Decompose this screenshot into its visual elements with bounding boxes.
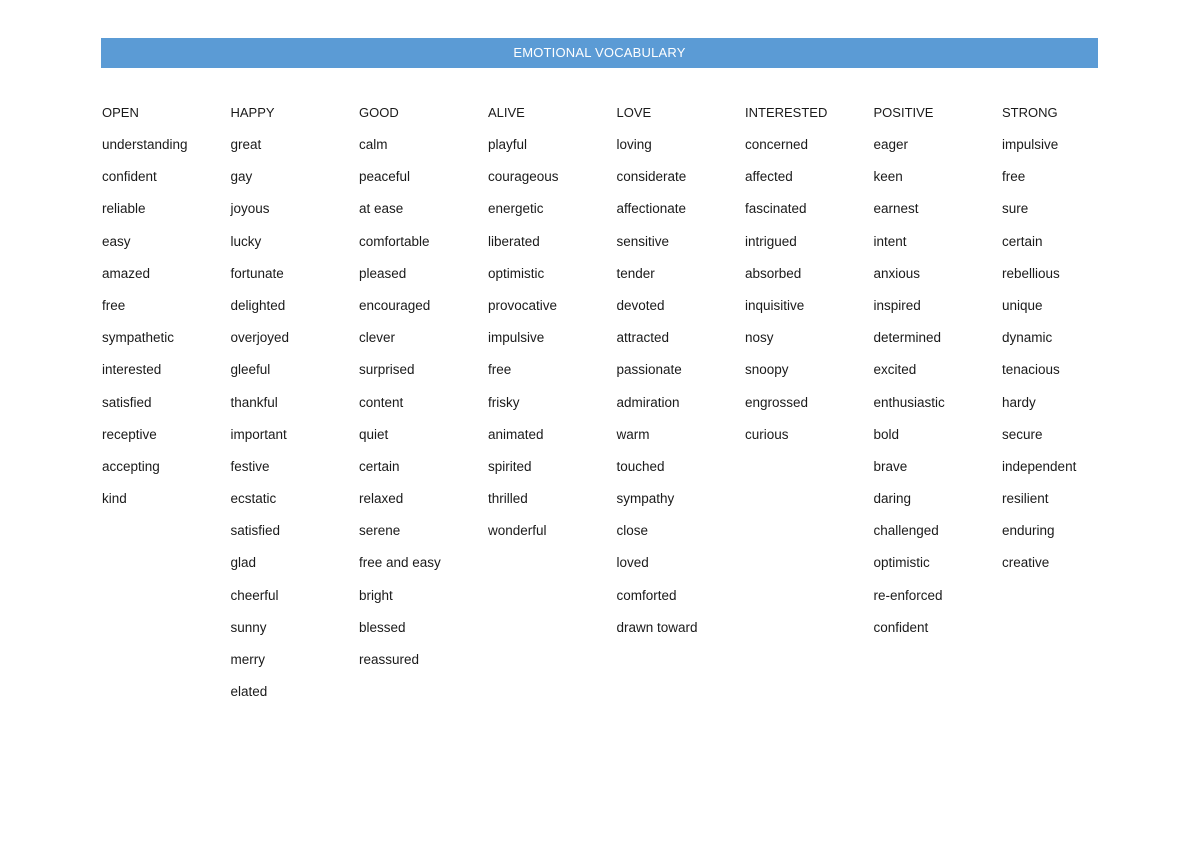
word-list xyxy=(231,133,359,712)
word-item: energetic xyxy=(488,201,544,217)
word-item: delighted xyxy=(230,297,286,313)
word-item: intent xyxy=(873,233,907,249)
word-item: overjoyed xyxy=(230,330,290,346)
word-item: thankful xyxy=(230,394,278,410)
word-item: clever xyxy=(359,330,396,346)
word-item: understanding xyxy=(102,137,188,152)
column-header: STRONG xyxy=(1002,105,1058,120)
word-item: confident xyxy=(102,169,157,185)
word-item: optimistic xyxy=(873,555,930,571)
word-item: provocative xyxy=(488,297,558,313)
word-item: spirited xyxy=(488,458,532,474)
word-item: receptive xyxy=(102,426,157,442)
column-header: POSITIVE xyxy=(873,105,934,120)
word-item: earnest xyxy=(873,201,919,217)
word-item: festive xyxy=(230,458,270,474)
word-item: considerate xyxy=(616,169,687,185)
word-item: blessed xyxy=(359,619,406,635)
word-item: keen xyxy=(873,169,903,185)
document-title: EMOTIONAL VOCABULARY xyxy=(513,45,686,60)
word-item: unique xyxy=(1002,297,1043,313)
word-item: playful xyxy=(488,137,528,152)
word-item: accepting xyxy=(102,458,160,474)
word-item: elated xyxy=(230,684,268,700)
word-item: fascinated xyxy=(745,201,807,217)
word-item: anxious xyxy=(873,265,921,281)
word-item: peaceful xyxy=(359,169,411,185)
word-item: encouraged xyxy=(359,297,431,313)
word-list xyxy=(617,133,745,648)
word-item: intrigued xyxy=(745,233,797,249)
word-item: calm xyxy=(359,137,388,152)
word-item: reliable xyxy=(102,201,146,217)
word-item: rebellious xyxy=(1002,265,1060,281)
word-item: certain xyxy=(359,458,400,474)
vocabulary-column xyxy=(1002,101,1130,584)
word-item: determined xyxy=(873,330,942,346)
word-item: resilient xyxy=(1002,491,1049,507)
word-item: comforted xyxy=(616,587,677,603)
word-item: cheerful xyxy=(230,587,279,603)
word-item: touched xyxy=(616,458,665,474)
word-item: dynamic xyxy=(1002,330,1053,346)
vocabulary-column xyxy=(359,101,487,680)
word-item: enthusiastic xyxy=(873,394,945,410)
word-list xyxy=(102,133,230,519)
word-item: quiet xyxy=(359,426,389,442)
word-item: reassured xyxy=(359,652,420,667)
word-item: glad xyxy=(230,555,257,571)
word-item: at ease xyxy=(359,201,404,217)
word-item: fortunate xyxy=(230,265,284,281)
word-list xyxy=(359,133,487,680)
word-item: tenacious xyxy=(1002,362,1060,378)
word-item: creative xyxy=(1002,555,1050,571)
word-item: drawn toward xyxy=(616,619,698,635)
word-item: challenged xyxy=(873,523,939,539)
word-item: joyous xyxy=(230,201,270,217)
word-item: inquisitive xyxy=(745,297,805,313)
word-item: wonderful xyxy=(488,523,547,539)
word-item: thrilled xyxy=(488,491,528,507)
word-item: nosy xyxy=(745,330,774,346)
word-item: hardy xyxy=(1002,394,1036,410)
vocabulary-column xyxy=(102,101,230,519)
word-item: eager xyxy=(873,137,909,152)
word-item: bold xyxy=(873,426,900,442)
word-item: impulsive xyxy=(488,330,545,346)
column-header: ALIVE xyxy=(488,105,525,120)
vocabulary-column xyxy=(745,101,873,455)
word-item: bright xyxy=(359,587,393,603)
word-item: kind xyxy=(102,491,127,507)
column-header: OPEN xyxy=(102,105,139,120)
word-item: enduring xyxy=(1002,523,1055,539)
word-item: satisfied xyxy=(102,394,152,410)
word-item: courageous xyxy=(488,169,559,185)
word-item: daring xyxy=(873,491,912,507)
word-item: free xyxy=(102,297,126,313)
word-item: pleased xyxy=(359,265,407,281)
word-item: confident xyxy=(873,619,929,635)
word-item: admiration xyxy=(616,394,680,410)
word-item: ecstatic xyxy=(230,491,277,507)
word-item: concerned xyxy=(745,137,809,152)
word-item: sympathy xyxy=(616,491,675,507)
vocabulary-column xyxy=(488,101,616,551)
word-item: content xyxy=(359,394,404,410)
word-item: loving xyxy=(616,137,652,152)
word-item: curious xyxy=(745,426,789,442)
word-item: sure xyxy=(1002,201,1029,217)
word-item: frisky xyxy=(488,394,520,410)
word-item: liberated xyxy=(488,233,540,249)
word-item: gay xyxy=(230,169,253,185)
word-item: attracted xyxy=(616,330,670,346)
column-header: HAPPY xyxy=(230,105,275,120)
vocabulary-column xyxy=(874,101,1002,648)
word-item: absorbed xyxy=(745,265,802,281)
vocabulary-column xyxy=(231,101,359,712)
word-item: snoopy xyxy=(745,362,789,378)
word-list xyxy=(745,133,873,455)
word-item: important xyxy=(230,426,287,442)
word-item: engrossed xyxy=(745,394,809,410)
word-item: merry xyxy=(230,652,265,667)
word-item: re-enforced xyxy=(873,587,943,603)
word-item: affectionate xyxy=(616,201,687,217)
word-item: free xyxy=(488,362,512,378)
word-item: free xyxy=(1002,169,1026,185)
word-item: free and easy xyxy=(359,555,441,571)
word-item: interested xyxy=(102,362,162,378)
word-item: sympathetic xyxy=(102,330,175,346)
word-item: certain xyxy=(1002,233,1043,249)
word-item: great xyxy=(230,137,262,152)
word-item: serene xyxy=(359,523,401,539)
word-item: sensitive xyxy=(616,233,670,249)
word-list xyxy=(1002,133,1130,584)
word-item: animated xyxy=(488,426,544,442)
word-item: passionate xyxy=(616,362,682,378)
word-item: lucky xyxy=(230,233,262,249)
word-item: easy xyxy=(102,233,131,249)
word-item: tender xyxy=(616,265,655,281)
word-item: devoted xyxy=(616,297,665,313)
word-item: surprised xyxy=(359,362,415,378)
word-item: excited xyxy=(873,362,917,378)
word-item: warm xyxy=(616,426,650,442)
word-list xyxy=(874,133,1002,648)
word-item: relaxed xyxy=(359,491,404,507)
word-item: optimistic xyxy=(488,265,545,281)
vocabulary-column xyxy=(617,101,745,648)
word-item: independent xyxy=(1002,458,1077,474)
word-item: inspired xyxy=(873,297,921,313)
word-item: brave xyxy=(873,458,908,474)
document-title-banner xyxy=(101,38,1098,68)
column-header: GOOD xyxy=(359,105,399,120)
word-item: satisfied xyxy=(230,523,281,539)
word-item: impulsive xyxy=(1002,137,1059,152)
word-item: affected xyxy=(745,169,793,185)
word-item: amazed xyxy=(102,265,151,281)
word-item: loved xyxy=(616,555,649,571)
column-header: LOVE xyxy=(616,105,652,120)
word-item: gleeful xyxy=(230,362,271,378)
word-list xyxy=(488,133,616,551)
word-item: close xyxy=(616,523,649,539)
word-item: comfortable xyxy=(359,233,430,249)
word-item: sunny xyxy=(230,619,267,635)
column-header: INTERESTED xyxy=(745,105,828,120)
word-item: secure xyxy=(1002,426,1043,442)
